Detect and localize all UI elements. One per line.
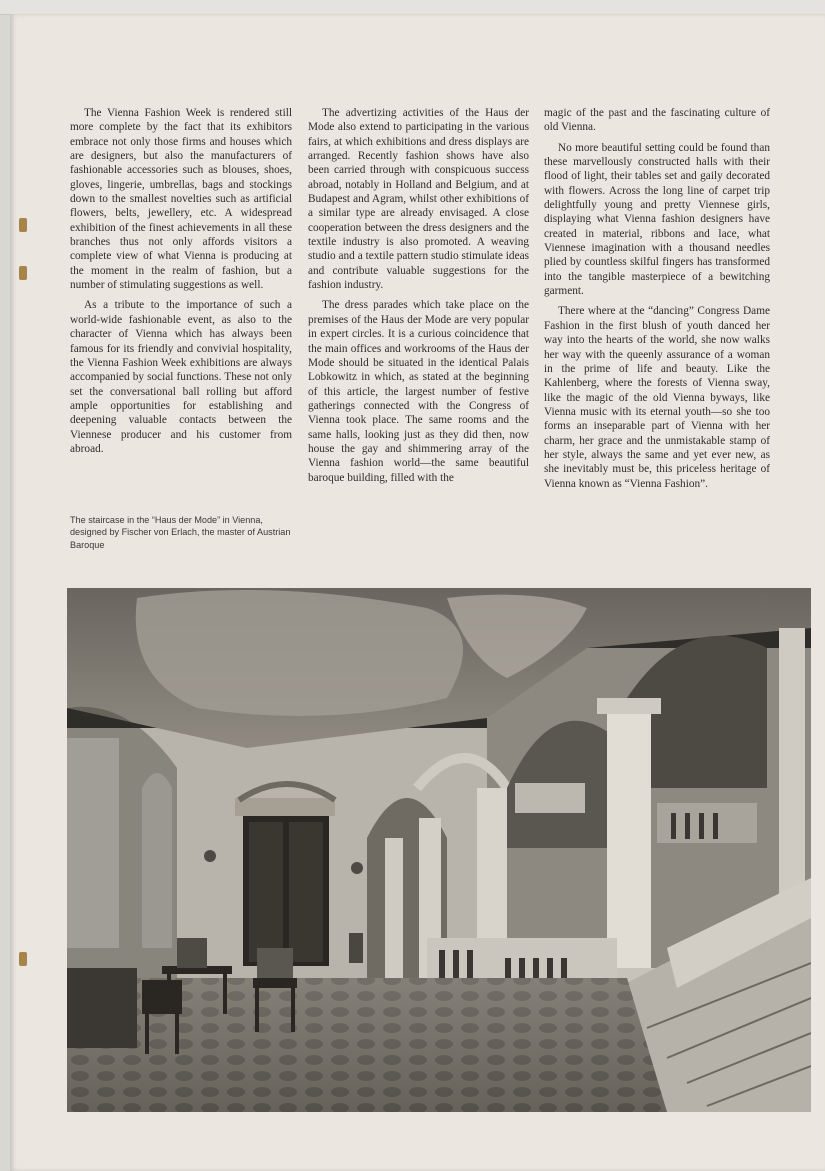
top-edge [0, 0, 825, 15]
paragraph: No more beautiful setting could be found than these marvellously constructed halls with their flood of light, their tables set and gaily decorated with flowers. Across the long line of carpet trip delightfully young and pretty Viennese girls, displaying what Vienna fashion designers have created in material, ribbons and lace, what Viennese imagination with a thousand needles plied by countless skilful fingers has transformed into the tangible masterpiece of a bewitching garment. [544, 141, 770, 298]
paragraph: The Vienna Fashion Week is rendered still more complete by the fact that its exhibitors embrace not only those firms and houses which are designers, but also the manufacturers of fashionable accessories such as blouses, shoes, gloves, lingerie, umbrellas, bags and stockings down to the smallest novelties such as artificial flowers, belts, jewellery, etc. A widespread exhibition of the finest achievements in all these branches thus not only affords visitors a complete view of what Vienna is producing at the moment in the realm of fashion, but a number of stimulating suggestions as well. [70, 107, 292, 292]
paragraph: The dress parades which take place on the premises of the Haus der Mode are very popular in expert circles. It is a curious coincidence that the main offices and workrooms of the Haus der Mode should be situated in the identical Palais Lobkowitz in which, as stated at the beginning of this article, the largest number of festive gatherings connected with the Congress of Vienna took place. The same rooms and the same halls, looking just as they did then, now house the gay and shimmering array of the Vienna fashion world—the same beautiful baroque building, filled with the [308, 299, 529, 484]
staple-mark [19, 266, 27, 280]
article-column-1 [70, 106, 292, 462]
staple-mark [19, 218, 27, 232]
staircase-photo [67, 588, 811, 1112]
paragraph: magic of the past and the fascinating culture of old Vienna. [544, 107, 770, 134]
paragraph: The advertizing activities of the Haus der Mode also extend to participating in the various fairs, at which exhibitions and dress displays are arranged. Recently fashion shows have also been carried through with conspicuous success abroad, notably in Holland and Belgium, and at Budapest and Agram, whilst other exhibitions of a similar type are already envisaged. A close cooperation between the dress designers and the textile industry is also promoted. A weaving studio and a textile pattern studio stimulate ideas and contribute valuable suggestions for the fashion industry. [308, 107, 529, 292]
photo-caption: The staircase in the “Haus der Mode” in Vienna, designed by Fischer von Erlach, the master of Austrian Baroque [70, 515, 291, 550]
article-column-3 [544, 106, 770, 497]
paragraph: As a tribute to the importance of such a world-wide fashionable event, as also to the character of Vienna which has always been famous for its friendly and convivial hospitality, the Vienna Fashion Week exhibitions are always accompanied by social functions. These not only set the conversational ball rolling but afford ample opportunities for establishing and deepening valuable contacts between the Viennese producer and his customer from abroad. [70, 299, 292, 455]
staircase-illustration [67, 588, 811, 1112]
staple-mark [19, 952, 27, 966]
article-column-2 [308, 106, 529, 491]
paragraph: There where at the “dancing” Congress Dame Fashion in the first blush of youth danced her way into the hearts of the world, she now walks her way with the queenly assurance of a woman in the prime of life and beauty. Like the Kahlenberg, where the forests of Vienna sway, like the magic of the old Vienna byways, like Vienna music with its eternal youth—so she too forms an inseparable part of Vienna with her charm, her grace and the unmistakable stamp of her style, always the same and yet ever new, as she inevitably must be, this priceless heritage of Vienna known as “Vienna Fashion”. [544, 305, 770, 490]
